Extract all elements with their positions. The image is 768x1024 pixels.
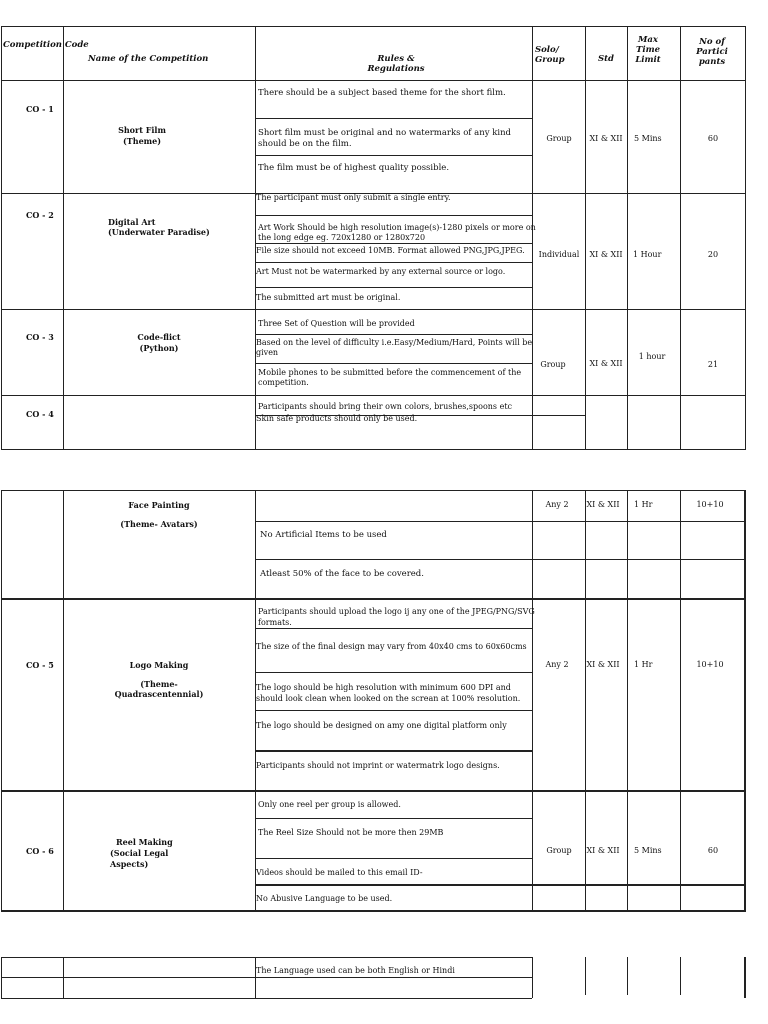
co6-rule-4: No Abusive Language to be used.: [256, 894, 393, 903]
co3-rule-3a: Mobile phones to be submitted before the commencement of the: [258, 368, 522, 377]
co6-name: Reel Making: [116, 837, 173, 847]
co5-participants: 10+10: [696, 660, 724, 669]
co5-rule-2: The size of the final design may vary from 40x40 cms to 60x60cms: [256, 642, 527, 651]
co6-theme-1: (Social Legal: [110, 848, 169, 858]
co2-name: Digital Art: [108, 217, 156, 227]
co5-name: Logo Making: [129, 660, 189, 670]
co5-rule-1b: formats.: [258, 618, 292, 627]
co1-rule-2b: should be on the film.: [258, 139, 352, 149]
co2-participants: 20: [707, 250, 719, 259]
co3-theme: (Python): [139, 343, 179, 353]
co3-rule-3b: competition.: [258, 378, 309, 387]
co2-code: CO - 2: [26, 210, 54, 220]
co5-rule-1a: Participants should upload the logo ij any one of the JPEG/PNG/SVG: [258, 607, 535, 616]
co1-time: 5 Mins: [634, 134, 662, 143]
co6-participants: 60: [707, 846, 719, 855]
header-participants: No of Partici pants: [696, 37, 728, 67]
face-rule-1: No Artificial Items to be used: [260, 530, 387, 540]
face-std: XI & XII: [586, 500, 620, 509]
co3-solo: Group: [540, 360, 566, 369]
co1-solo: Group: [546, 134, 572, 143]
co5-rule-3a: The logo should be high resolution with minimum 600 DPI and: [256, 683, 511, 692]
co5-rule-4: The logo should be designed on amy one digital platform only: [256, 721, 507, 730]
co2-rule-5: The submitted art must be original.: [256, 293, 401, 302]
face-participants: 10+10: [696, 500, 724, 509]
header-rules: Rules & Regulations: [367, 54, 425, 74]
co2-std: XI & XII: [589, 250, 623, 259]
co1-participants: 60: [707, 134, 719, 143]
co5-rule-5: Participants should not imprint or watermatrk logo designs.: [256, 761, 500, 770]
header-max-time: Max Time Limit: [635, 35, 661, 65]
face-rule-2: Atleast 50% of the face to be covered.: [260, 569, 424, 579]
co4-code: CO - 4: [26, 409, 54, 419]
co6-rule-1: Only one reel per group is allowed.: [258, 800, 401, 809]
co1-std: XI & XII: [589, 134, 623, 143]
co5-time: 1 Hr: [634, 660, 653, 669]
co5-rule-3b: should look clean when looked on the screan at 100% resolution.: [256, 694, 521, 703]
co6-code: CO - 6: [26, 846, 54, 856]
co6-theme-2: Aspects): [110, 859, 149, 869]
co4-rule-2: Skin safe products should only be used.: [256, 414, 418, 423]
co5-theme-2: Quadrascentennial): [114, 689, 204, 699]
co2-rule-4: Art Must not be watermarked by any external source or logo.: [256, 267, 506, 276]
co1-name: Short Film: [118, 125, 166, 135]
co3-code: CO - 3: [26, 332, 54, 342]
co5-code: CO - 5: [26, 660, 54, 670]
co3-name: Code-flict: [137, 332, 181, 342]
co2-rule-3: File size should not exceed 10MB. Format allowed PNG,JPG,JPEG.: [256, 246, 525, 255]
co1-rule-3: The film must be of highest quality possible.: [258, 163, 450, 173]
co5-std: XI & XII: [586, 660, 620, 669]
co2-rule-2b: the long edge eg. 720x1280 or 1280x720: [258, 233, 426, 242]
co2-theme: (Underwater Paradise): [108, 227, 210, 237]
co7-rule-1: The Language used can be both English or Hindi: [256, 966, 455, 975]
co1-rule-1: There should be a subject based theme for the short film.: [258, 88, 506, 98]
co6-rule-3: Videos should be mailed to this email ID-: [256, 868, 423, 877]
co1-code: CO - 1: [26, 104, 54, 114]
co2-rule-2a: Art Work Should be high resolution image(s)-1280 pixels or more on: [258, 223, 536, 232]
header-name: Name of the Competition: [88, 54, 209, 64]
co4-rule-1: Participants should bring their own colors, brushes,spoons etc: [258, 402, 513, 411]
co3-rule-2b: given: [256, 348, 279, 357]
co3-rule-2a: Based on the level of difficulty i.e.Easy/Medium/Hard, Points will be: [256, 338, 533, 347]
co2-rule-1: The participant must only submit a single entry.: [256, 193, 451, 202]
face-painting-name: Face Painting: [128, 500, 190, 510]
co1-theme: (Theme): [123, 136, 161, 146]
co3-participants: 21: [707, 360, 719, 369]
header-std: Std: [597, 54, 615, 64]
header-solo-group: Solo/ Group: [535, 45, 565, 65]
co6-rule-2: The Reel Size Should not be more then 29MB: [258, 828, 444, 837]
face-solo: Any 2: [545, 500, 569, 509]
co6-time: 5 Mins: [634, 846, 662, 855]
face-painting-theme: (Theme- Avatars): [120, 519, 198, 529]
co6-std: XI & XII: [586, 846, 620, 855]
co3-time: 1 hour: [638, 352, 666, 361]
co6-solo: Group: [546, 846, 572, 855]
co3-std: XI & XII: [589, 359, 623, 368]
co5-theme-1: (Theme-: [140, 679, 178, 689]
face-time: 1 Hr: [634, 500, 653, 509]
co1-rule-2a: Short film must be original and no watermarks of any kind: [258, 128, 511, 138]
co3-rule-1: Three Set of Question will be provided: [258, 319, 415, 328]
co2-time: 1 Hour: [633, 250, 662, 259]
co5-solo: Any 2: [545, 660, 569, 669]
co2-solo: Individual: [538, 250, 580, 259]
header-competition-code: Competition Code: [3, 40, 89, 50]
